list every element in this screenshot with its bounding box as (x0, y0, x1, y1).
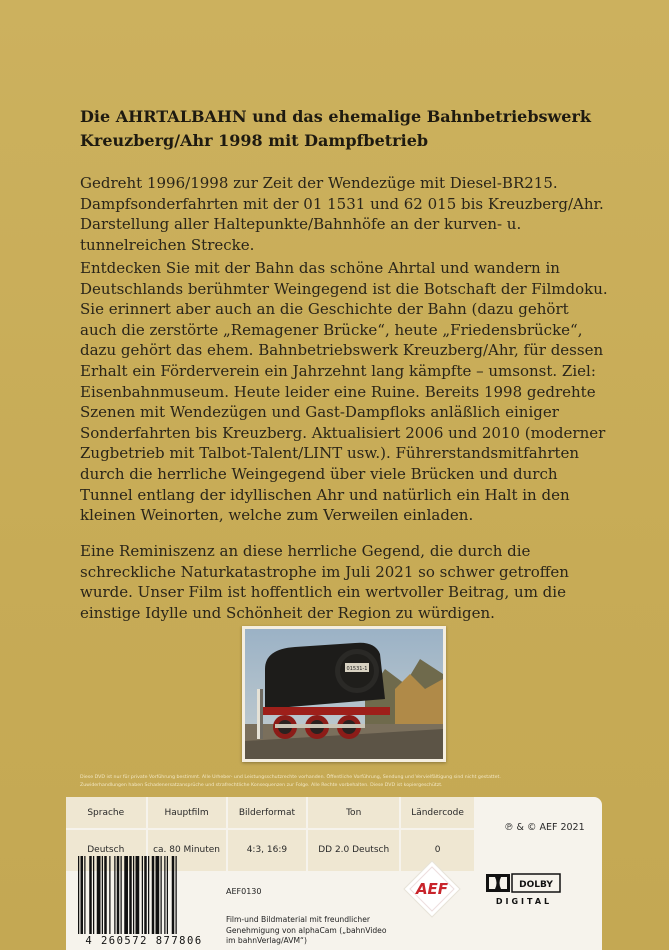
specs-header-region: Ländercode (400, 797, 475, 828)
paragraph-text: Gedreht 1996/1998 zur Zeit der Wendezüge mit Diesel-BR215. Dampfsonderfahrten mit der 01 1531 und 62 015 bis Kreuzberg/Ahr. Darstellung aller Haltepunkte/Bahnhöfe an der kurven- u. tunnelreichen Strecke. (80, 174, 604, 254)
title-line-2: Kreuzberg/Ahr 1998 mit Dampfbetrieb (80, 131, 429, 150)
paragraph-text: Entdecken Sie mit der Bahn das schöne Ahrtal und wandern in Deutschlands berühmter Weingegend ist die Botschaft der Filmdoku. (80, 259, 608, 298)
barcode-bar (167, 856, 168, 934)
barcode-bar (114, 856, 115, 934)
description-paragraph-1 (80, 173, 610, 255)
barcode-bar (156, 856, 160, 934)
barcode-bar (93, 856, 94, 934)
legal-line-1: Diese DVD ist nur für private Vorführung bestimmt. Alle Urheber- und Leistungsschutzrechte vorhanden. Öffentliche Vorführung, Sendung und Vervielfältigung sind nicht gestattet. (80, 775, 501, 780)
barcode-bar (148, 856, 149, 934)
barcode-bars (70, 852, 218, 936)
barcode-bar (133, 856, 134, 934)
barcode-bar (84, 856, 85, 934)
paragraph-text: Sie erinnert aber auch an die Geschichte der Bahn (dazu gehört auch die zerstörte „Remagener Brücke“, heute „Friedensbrücke“, dazu gehört das ehem. Bahnbetriebswerk Kreuzberg/Ahr, für dessen Erhalt ein Förderverein ein Jahrzehnt lang kämpfte – umsonst. Ziel: Eisenbahnmuseum. Heute leider eine Ruine. Bereits 1998 gedrehte Szenen mit Wendezügen und Gast-Dampfloks anläßlich einiger Sonderfahrten bis Kreuzberg. Aktualisiert 2006 und 2010 (moderner Zugbetrieb mit Talbot-Talent/LINT usw.). Führerstandsmitfahrten durch die herrliche Weingegend über viele Brücken und durch Tunnel entlang der idyllischen Ahr und natürlich ein Halt in den kleinen Weinorten, welche zum Verweilen einladen. (80, 300, 606, 525)
barcode-bar (109, 856, 110, 934)
locomotive-illustration (245, 629, 443, 759)
paragraph-text: Eine Reminiszenz an diese herrliche Gegend, die durch die schreckliche Naturkatastrophe im Juli 2021 so schwer getroffen wurde. Unser Film ist hoffentlich ein wertvoller Beitrag, um die einstige Idylle und Schönheit der Region zu würdigen. (80, 542, 569, 622)
barcode-bar (117, 856, 120, 934)
specs-header-row (66, 797, 475, 828)
barcode-bar (104, 856, 107, 934)
specs-value-region: 0 (400, 828, 475, 871)
barcode-bar (121, 856, 122, 934)
specs-header-aspect: Bilderformat (227, 797, 308, 828)
barcode-bar (129, 856, 132, 934)
aef-logo (402, 859, 462, 919)
specs-value-audio: DD 2.0 Deutsch (307, 828, 400, 871)
specs-divider (66, 828, 476, 830)
aef-logo-text: AEF (415, 880, 449, 898)
digital-text: DIGITAL (495, 897, 553, 906)
barcode-bar (102, 856, 103, 934)
barcode-bar (172, 856, 175, 934)
specs-header-audio: Ton (307, 797, 400, 828)
article-number: AEF0130 (226, 887, 262, 896)
specs-header-mainfilm: Hauptfilm (147, 797, 227, 828)
barcode-number: 4 260572 877806 (70, 935, 218, 947)
dolby-digital-logo (486, 872, 562, 908)
barcode-bar (97, 856, 101, 934)
barcode-bar (161, 856, 162, 934)
specs-value-aspect: 4:3, 16:9 (227, 828, 308, 871)
barcode-bar (152, 856, 155, 934)
barcode-bar (142, 856, 143, 934)
steam-locomotive-photo (242, 626, 446, 762)
legal-line-2: Zuwiderhandlungen haben Schadenersatzansprüche und strafrechtliche Konsequenzen zur Folge. Alle Rechte vorbehalten. Diese DVD ist kopiergeschützt. (80, 783, 443, 788)
title-line-1: Die AHRTALBAHN und das ehemalige Bahnbetriebswerk (80, 107, 591, 126)
barcode-bar (176, 856, 177, 934)
specs-value-language: Deutsch (66, 828, 147, 871)
description-paragraph-2 (80, 258, 610, 526)
barcode-bar (89, 856, 92, 934)
barcode-bar (81, 856, 84, 934)
barcode-bar (164, 856, 165, 934)
barcode (70, 852, 218, 950)
cover-title (80, 105, 600, 153)
dolby-text: DOLBY (519, 880, 553, 890)
barcode-bar (144, 856, 147, 934)
legal-notice (80, 774, 610, 790)
barcode-bar (78, 856, 79, 934)
description-paragraph-3 (80, 541, 610, 623)
copyright-notice: ℗ & © AEF 2021 (504, 822, 585, 833)
loco-number-plate: 01531-1 (346, 666, 368, 672)
specs-value-mainfilm: ca. 80 Minuten (147, 828, 227, 871)
info-panel (66, 797, 602, 950)
footage-credit: Film-und Bildmaterial mit freundlicher Genehmigung von alphaCam („bahnVideo im bahnVerlag/AVM“) (226, 915, 387, 945)
barcode-bar (124, 856, 128, 934)
barcode-bar (136, 856, 140, 934)
specs-header-language: Sprache (66, 797, 147, 828)
